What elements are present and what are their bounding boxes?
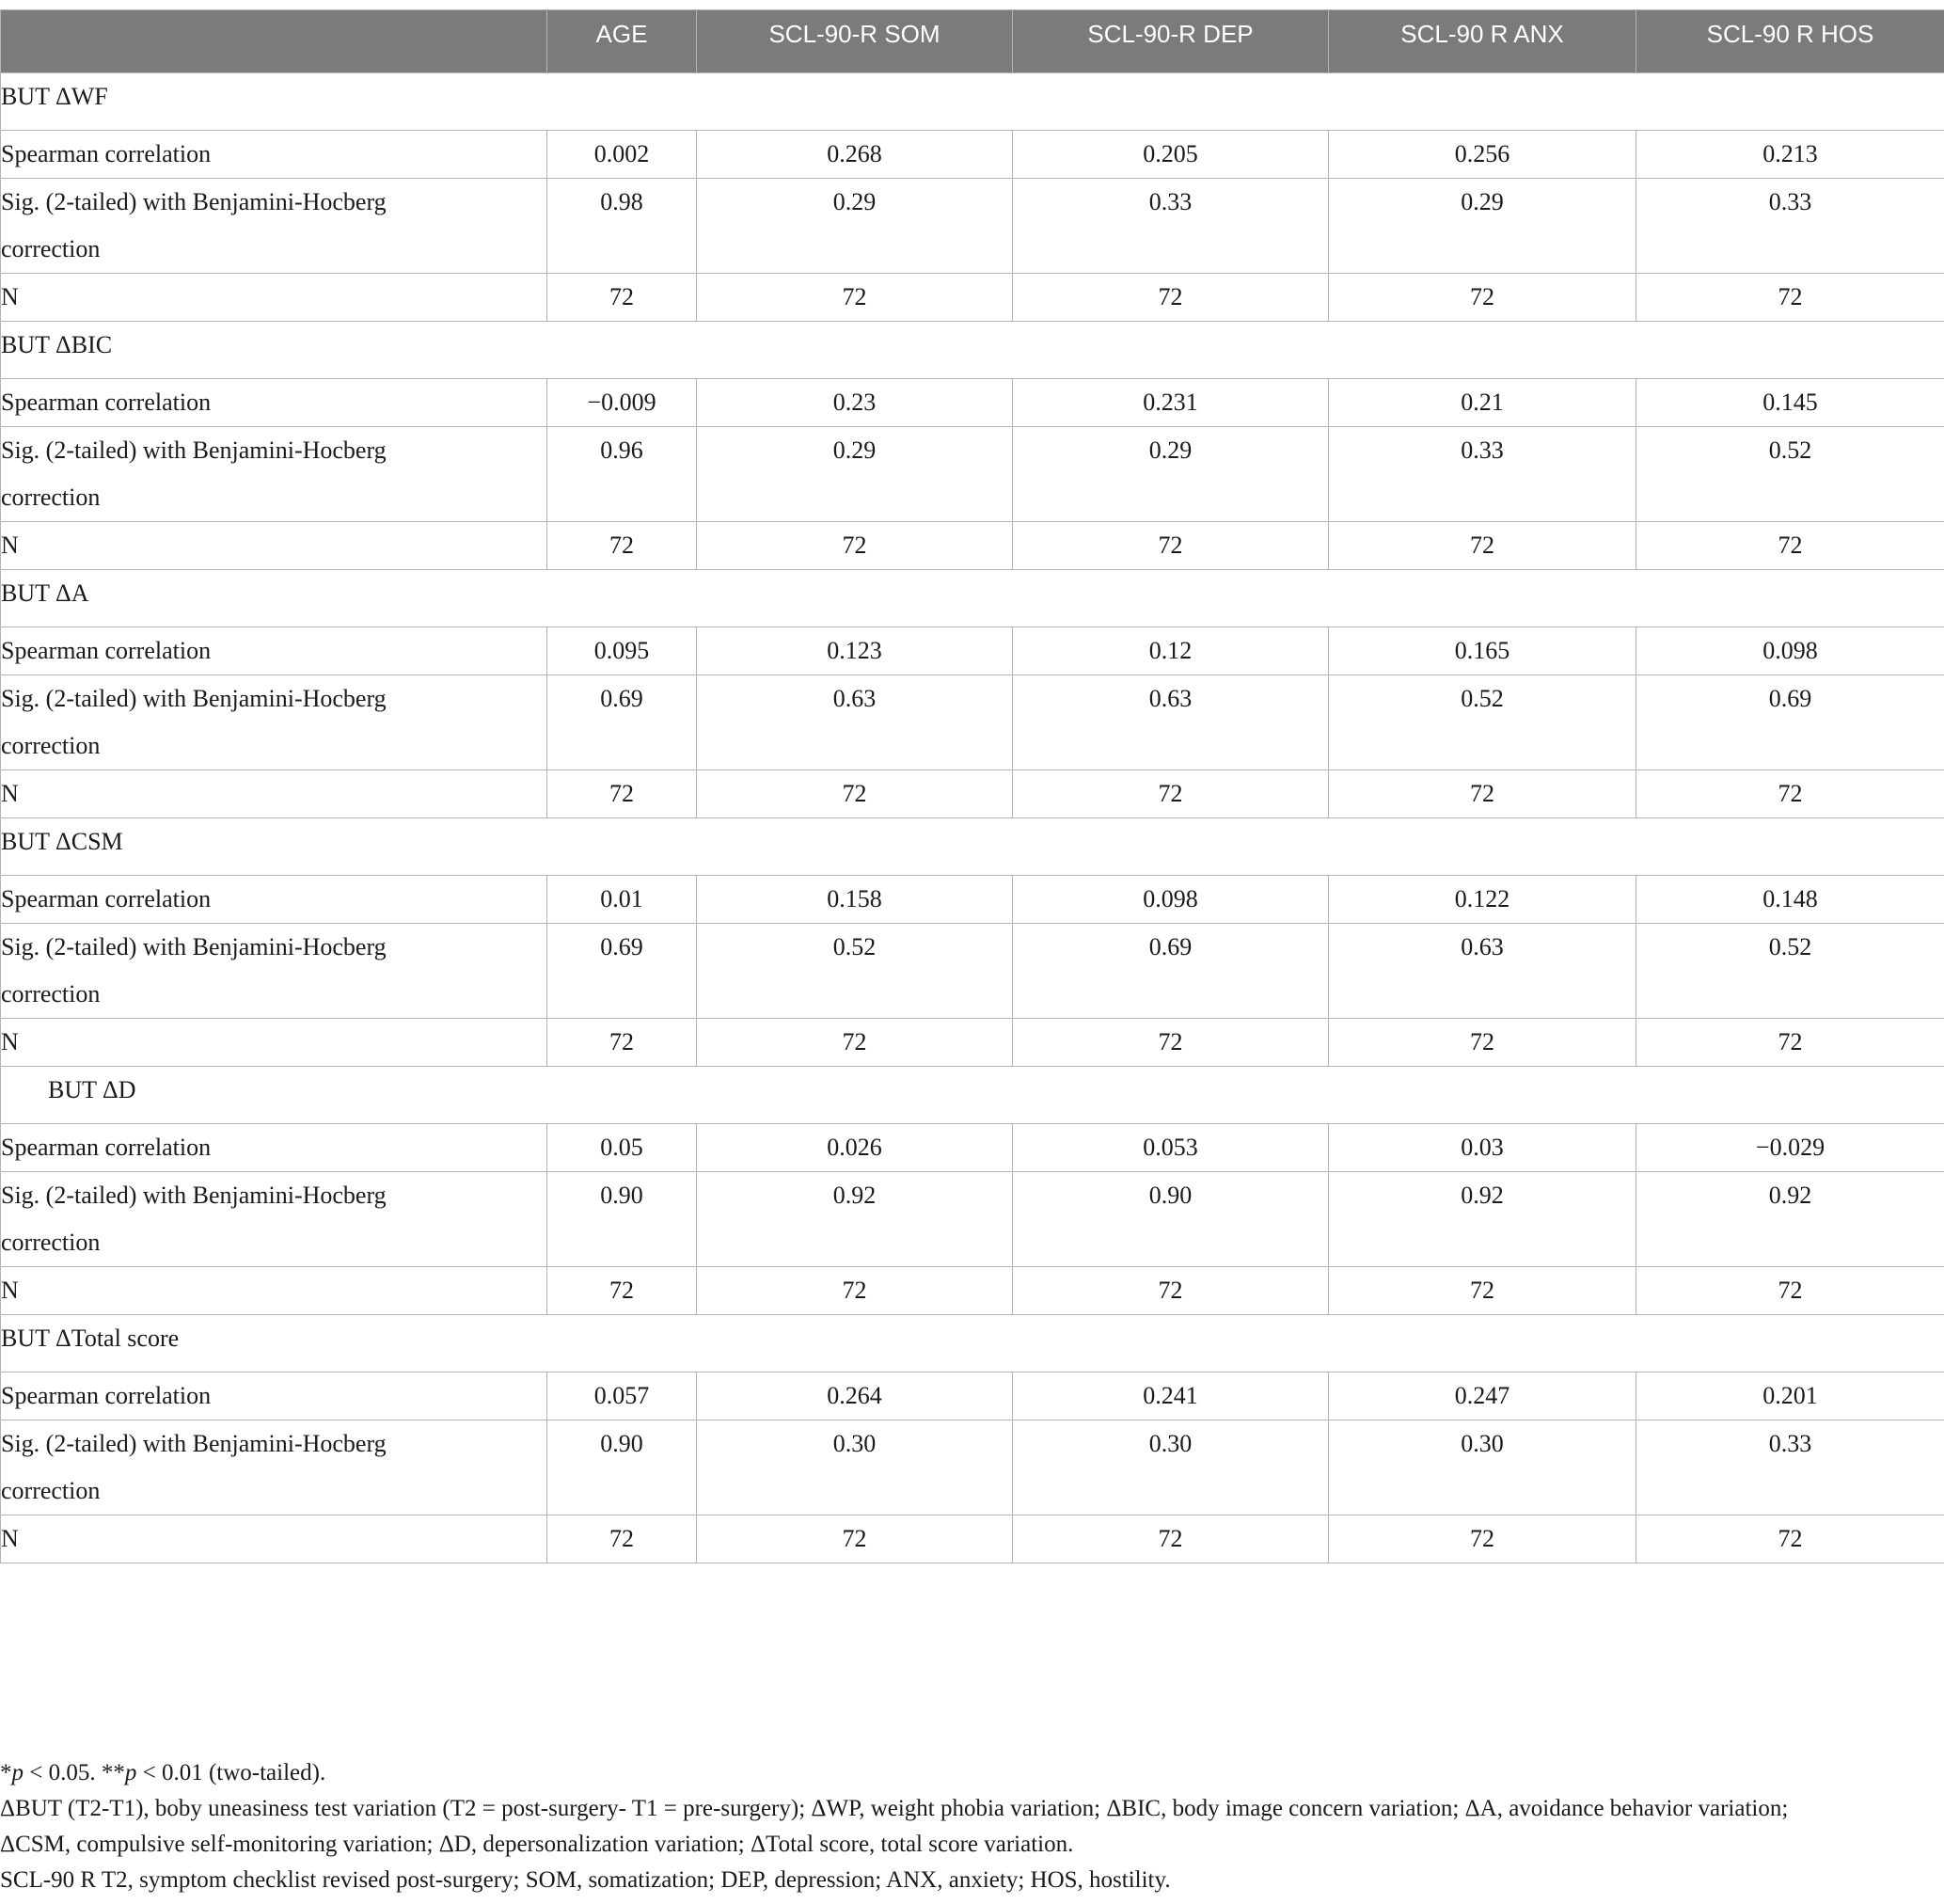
group-title: BUT ΔBIC: [1, 322, 1944, 379]
row-label: [1, 179, 547, 274]
table-cell: 0.52: [1636, 924, 1944, 1019]
table-row: [1, 1420, 1944, 1515]
table-cell: 0.026: [697, 1124, 1013, 1172]
table-group-row: [1, 818, 1944, 876]
row-label-line: Sig. (2-tailed) with Benjamini-Hocberg: [1, 1430, 387, 1457]
row-label: [1, 675, 547, 770]
row-label: N: [1, 1267, 547, 1315]
table-cell: 0.002: [547, 131, 697, 179]
table-cell: 72: [697, 770, 1013, 818]
table-row: [1, 924, 1944, 1019]
table-cell: 72: [547, 1267, 697, 1315]
table-cell: 72: [1013, 522, 1329, 570]
footnote-but-abbreviations: ΔBUT (T2-T1), boby uneasiness test variation (T2 = post-surgery- T1 = pre-surgery); ΔWP, weight phobia variation; ΔBIC, body image concern variation; ΔA, avoidance behavior variation;: [0, 1796, 1789, 1821]
row-label: N: [1, 770, 547, 818]
row-label: [1, 427, 547, 522]
table-row: [1, 1124, 1944, 1172]
table-cell: 0.095: [547, 627, 697, 675]
table-cell: 0.29: [1329, 179, 1636, 274]
table-cell: 0.098: [1636, 627, 1944, 675]
row-label: [1, 924, 547, 1019]
table-cell: −0.029: [1636, 1124, 1944, 1172]
group-title: BUT ΔA: [1, 570, 1944, 627]
table-cell: 0.63: [1013, 675, 1329, 770]
table-group-row: [1, 1315, 1944, 1372]
table-cell: 72: [697, 1267, 1013, 1315]
table-cell: 72: [547, 1515, 697, 1563]
row-label-line: correction: [1, 235, 101, 262]
table-cell: 0.241: [1013, 1372, 1329, 1420]
table-cell: 0.69: [1013, 924, 1329, 1019]
table-cell: 0.92: [1329, 1172, 1636, 1267]
row-label-line: correction: [1, 1229, 101, 1256]
table-cell: 0.52: [697, 924, 1013, 1019]
table-cell: 0.63: [1329, 924, 1636, 1019]
header-age: AGE: [547, 10, 697, 73]
row-label: [1, 1172, 547, 1267]
table-cell: 0.158: [697, 876, 1013, 924]
table-row: [1, 274, 1944, 322]
table-cell: 0.201: [1636, 1372, 1944, 1420]
table-cell: 0.247: [1329, 1372, 1636, 1420]
table-row: [1, 1019, 1944, 1067]
table-cell: 72: [1329, 1515, 1636, 1563]
header-scl-anx: SCL-90 R ANX: [1329, 10, 1636, 73]
table-cell: 0.213: [1636, 131, 1944, 179]
table-cell: 0.205: [1013, 131, 1329, 179]
header-corner: [1, 10, 547, 73]
row-label-line: Sig. (2-tailed) with Benjamini-Hocberg: [1, 685, 387, 712]
table-cell: 0.52: [1329, 675, 1636, 770]
group-title: BUT ΔD: [1, 1067, 1944, 1124]
table-cell: 72: [547, 770, 697, 818]
group-title: BUT ΔWF: [1, 73, 1944, 131]
table-cell: 0.92: [697, 1172, 1013, 1267]
table-cell: 72: [1329, 770, 1636, 818]
table-header-row: [1, 10, 1944, 73]
table-cell: 72: [697, 1019, 1013, 1067]
table-cell: 0.90: [1013, 1172, 1329, 1267]
table-group-row: [1, 73, 1944, 131]
table-cell: 0.256: [1329, 131, 1636, 179]
row-label-line: correction: [1, 980, 101, 1008]
table-cell: 0.23: [697, 379, 1013, 427]
header-scl-hos: SCL-90 R HOS: [1636, 10, 1944, 73]
table-row: [1, 179, 1944, 274]
table-group-row: [1, 570, 1944, 627]
table-cell: 0.90: [547, 1420, 697, 1515]
row-label-line: Sig. (2-tailed) with Benjamini-Hocberg: [1, 188, 387, 215]
table-cell: 0.01: [547, 876, 697, 924]
table-row: [1, 770, 1944, 818]
row-label: Spearman correlation: [1, 627, 547, 675]
header-scl-som: SCL-90-R SOM: [697, 10, 1013, 73]
table-cell: 72: [1013, 1515, 1329, 1563]
table-cell: 0.123: [697, 627, 1013, 675]
table-cell: 0.33: [1013, 179, 1329, 274]
table-cell: 0.30: [697, 1420, 1013, 1515]
table-cell: 72: [1013, 770, 1329, 818]
table-cell: 72: [547, 1019, 697, 1067]
table-cell: 0.33: [1329, 427, 1636, 522]
table-cell: 72: [1329, 522, 1636, 570]
table-cell: 72: [697, 274, 1013, 322]
row-label: N: [1, 522, 547, 570]
table-group-row: [1, 1067, 1944, 1124]
table-footnotes: [0, 1755, 1944, 1898]
table-cell: 0.30: [1329, 1420, 1636, 1515]
table-cell: 0.098: [1013, 876, 1329, 924]
header-scl-dep: SCL-90-R DEP: [1013, 10, 1329, 73]
group-title: BUT ΔTotal score: [1, 1315, 1944, 1372]
row-label: N: [1, 1515, 547, 1563]
table-cell: 72: [1329, 1267, 1636, 1315]
row-label-line: Sig. (2-tailed) with Benjamini-Hocberg: [1, 436, 387, 464]
table-cell: 0.057: [547, 1372, 697, 1420]
table-cell: 0.122: [1329, 876, 1636, 924]
table-cell: 0.90: [547, 1172, 697, 1267]
table-cell: 0.264: [697, 1372, 1013, 1420]
table-cell: 0.03: [1329, 1124, 1636, 1172]
group-title: BUT ΔCSM: [1, 818, 1944, 876]
table-cell: 72: [547, 522, 697, 570]
table-cell: 72: [1013, 1019, 1329, 1067]
row-label: [1, 1420, 547, 1515]
row-label-line: Sig. (2-tailed) with Benjamini-Hocberg: [1, 1182, 387, 1209]
row-label: Spearman correlation: [1, 876, 547, 924]
table-cell: 0.29: [1013, 427, 1329, 522]
table-row: [1, 522, 1944, 570]
table-cell: 0.231: [1013, 379, 1329, 427]
table-group-row: [1, 322, 1944, 379]
table-cell: 0.29: [697, 179, 1013, 274]
table-cell: 0.148: [1636, 876, 1944, 924]
table-cell: 0.52: [1636, 427, 1944, 522]
table-cell: 0.268: [697, 131, 1013, 179]
row-label: N: [1, 1019, 547, 1067]
table-cell: −0.009: [547, 379, 697, 427]
row-label: Spearman correlation: [1, 1124, 547, 1172]
table-cell: 0.145: [1636, 379, 1944, 427]
table-cell: 0.63: [697, 675, 1013, 770]
table-cell: 0.69: [547, 675, 697, 770]
table-cell: 0.053: [1013, 1124, 1329, 1172]
row-label-line: correction: [1, 1477, 101, 1504]
table-cell: 72: [1636, 274, 1944, 322]
table-row: [1, 1267, 1944, 1315]
table-cell: 0.96: [547, 427, 697, 522]
footnote-scl-abbreviations: SCL-90 R T2, symptom checklist revised post-surgery; SOM, somatization; DEP, depression; ANX, anxiety; HOS, hostility.: [0, 1867, 1171, 1893]
table-cell: 72: [1329, 274, 1636, 322]
table-cell: 72: [697, 1515, 1013, 1563]
table-cell: 0.98: [547, 179, 697, 274]
table-row: [1, 1515, 1944, 1563]
table-cell: 0.165: [1329, 627, 1636, 675]
table-cell: 0.92: [1636, 1172, 1944, 1267]
table-cell: 72: [697, 522, 1013, 570]
correlation-table: [0, 9, 1944, 1563]
row-label: N: [1, 274, 547, 322]
table-cell: 72: [1013, 274, 1329, 322]
table-row: [1, 379, 1944, 427]
table-cell: 0.69: [547, 924, 697, 1019]
table-row: [1, 876, 1944, 924]
footnote-but-abbreviations-cont: ΔCSM, compulsive self-monitoring variation; ΔD, depersonalization variation; ΔTotal score, total score variation.: [0, 1832, 1074, 1857]
table-cell: 0.12: [1013, 627, 1329, 675]
table-cell: 0.33: [1636, 179, 1944, 274]
table-cell: 72: [1636, 770, 1944, 818]
table-row: [1, 675, 1944, 770]
table-cell: 72: [1636, 522, 1944, 570]
row-label: Spearman correlation: [1, 131, 547, 179]
row-label: Spearman correlation: [1, 379, 547, 427]
table-cell: 0.30: [1013, 1420, 1329, 1515]
table-cell: 0.29: [697, 427, 1013, 522]
table-cell: 0.69: [1636, 675, 1944, 770]
row-label-line: correction: [1, 484, 101, 511]
row-label-line: Sig. (2-tailed) with Benjamini-Hocberg: [1, 933, 387, 960]
table-cell: 72: [1636, 1515, 1944, 1563]
table-cell: 0.05: [547, 1124, 697, 1172]
table-cell: 72: [1636, 1019, 1944, 1067]
table-cell: 0.21: [1329, 379, 1636, 427]
table-row: [1, 131, 1944, 179]
table-cell: 72: [1636, 1267, 1944, 1315]
table-cell: 72: [1329, 1019, 1636, 1067]
table-row: [1, 1372, 1944, 1420]
table-cell: 72: [547, 274, 697, 322]
table-row: [1, 1172, 1944, 1267]
table-row: [1, 427, 1944, 522]
table-body: [1, 73, 1944, 1563]
row-label: Spearman correlation: [1, 1372, 547, 1420]
table-cell: 72: [1013, 1267, 1329, 1315]
footnote-significance: *p < 0.05. **p < 0.01 (two-tailed).: [0, 1760, 326, 1785]
table-row: [1, 627, 1944, 675]
row-label-line: correction: [1, 732, 101, 759]
table-cell: 0.33: [1636, 1420, 1944, 1515]
